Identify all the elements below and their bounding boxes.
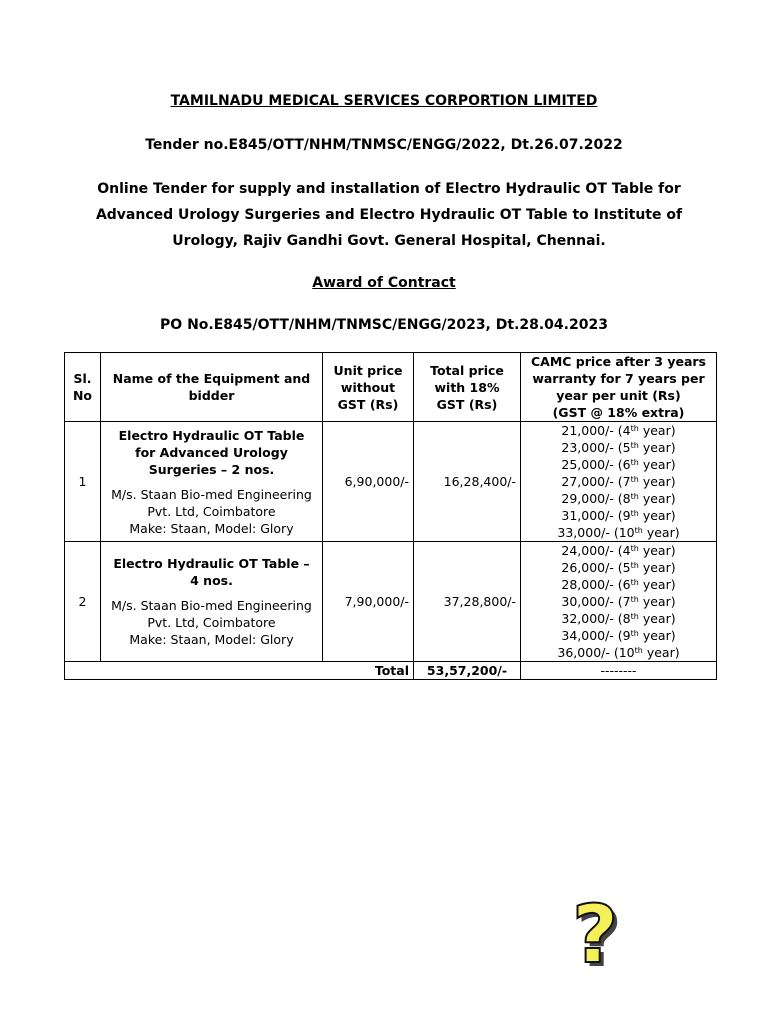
tender-subject [90, 176, 688, 254]
award-heading: Award of Contract [312, 275, 456, 291]
camc-line: 28,000/- (6th year) [561, 577, 676, 592]
bidder-details: M/s. Staan Bio-med Engineering Pvt. Ltd, Coimbatore Make: Staan, Model: Glory [111, 598, 312, 647]
total-price-cell: 37,28,800/- [414, 542, 521, 662]
tender-number: Tender no.E845/OTT/NHM/TNMSC/ENGG/2022, Dt.26.07.2022 [145, 137, 623, 153]
camc-line: 27,000/- (7th year) [561, 474, 676, 489]
award-table [64, 352, 717, 680]
camc-line: 36,000/- (10th year) [557, 645, 680, 660]
equipment-name: Electro Hydraulic OT Table for Advanced Urology Surgeries – 2 nos. [118, 427, 305, 477]
equipment-cell [101, 422, 323, 542]
total-value: 53,57,200/- [414, 662, 521, 680]
camc-line: 33,000/- (10th year) [557, 525, 680, 540]
table-header-row [65, 353, 717, 422]
camc-line: 23,000/- (5th year) [561, 440, 676, 455]
equipment-cell [101, 542, 323, 662]
equipment-name: Electro Hydraulic OT Table – 4 nos. [113, 556, 310, 588]
header-total-price: Total price with 18% GST (Rs) [414, 353, 521, 422]
camc-cell [521, 542, 717, 662]
sl-no-cell: 2 [65, 542, 101, 662]
header-equipment-name: Name of the Equipment and bidder [101, 353, 323, 422]
total-label: Total [65, 662, 414, 680]
camc-line: 34,000/- (9th year) [561, 628, 676, 643]
camc-line: 32,000/- (8th year) [561, 611, 676, 626]
bidder-details: M/s. Staan Bio-med Engineering Pvt. Ltd, Coimbatore Make: Staan, Model: Glory [111, 486, 312, 536]
camc-line: 21,000/- (4th year) [561, 423, 676, 438]
camc-line: 26,000/- (5th year) [561, 560, 676, 575]
camc-line: 25,000/- (6th year) [561, 457, 676, 472]
header-unit-price: Unit price without GST (Rs) [323, 353, 414, 422]
table-row [65, 422, 717, 542]
camc-cell [521, 422, 717, 542]
unit-price-cell: 7,90,000/- [323, 542, 414, 662]
subject-line: Advanced Urology Surgeries and Electro Hydraulic OT Table to Institute of [95, 207, 683, 223]
header-camc-price: CAMC price after 3 years warranty for 7 years per year per unit (Rs) (GST @ 18% extra) [521, 353, 717, 422]
question-mark-icon: ? [572, 888, 619, 981]
subject-line: Urology, Rajiv Gandhi Govt. General Hospital, Chennai. [172, 233, 606, 249]
total-row [65, 662, 717, 680]
sl-no-cell: 1 [65, 422, 101, 542]
subject-line: Online Tender for supply and installation of Electro Hydraulic OT Table for [97, 181, 681, 197]
po-number: PO No.E845/OTT/NHM/TNMSC/ENGG/2023, Dt.28.04.2023 [160, 317, 608, 333]
unit-price-cell: 6,90,000/- [323, 422, 414, 542]
total-price-cell: 16,28,400/- [414, 422, 521, 542]
total-camc: -------- [521, 662, 717, 680]
camc-line: 30,000/- (7th year) [561, 594, 676, 609]
header-sl-no: Sl. No [65, 353, 101, 422]
table-row [65, 542, 717, 662]
camc-line: 29,000/- (8th year) [561, 491, 676, 506]
organization-title: TAMILNADU MEDICAL SERVICES CORPORTION LIMITED [170, 93, 598, 109]
camc-line: 24,000/- (4th year) [561, 543, 676, 558]
camc-line: 31,000/- (9th year) [561, 508, 676, 523]
